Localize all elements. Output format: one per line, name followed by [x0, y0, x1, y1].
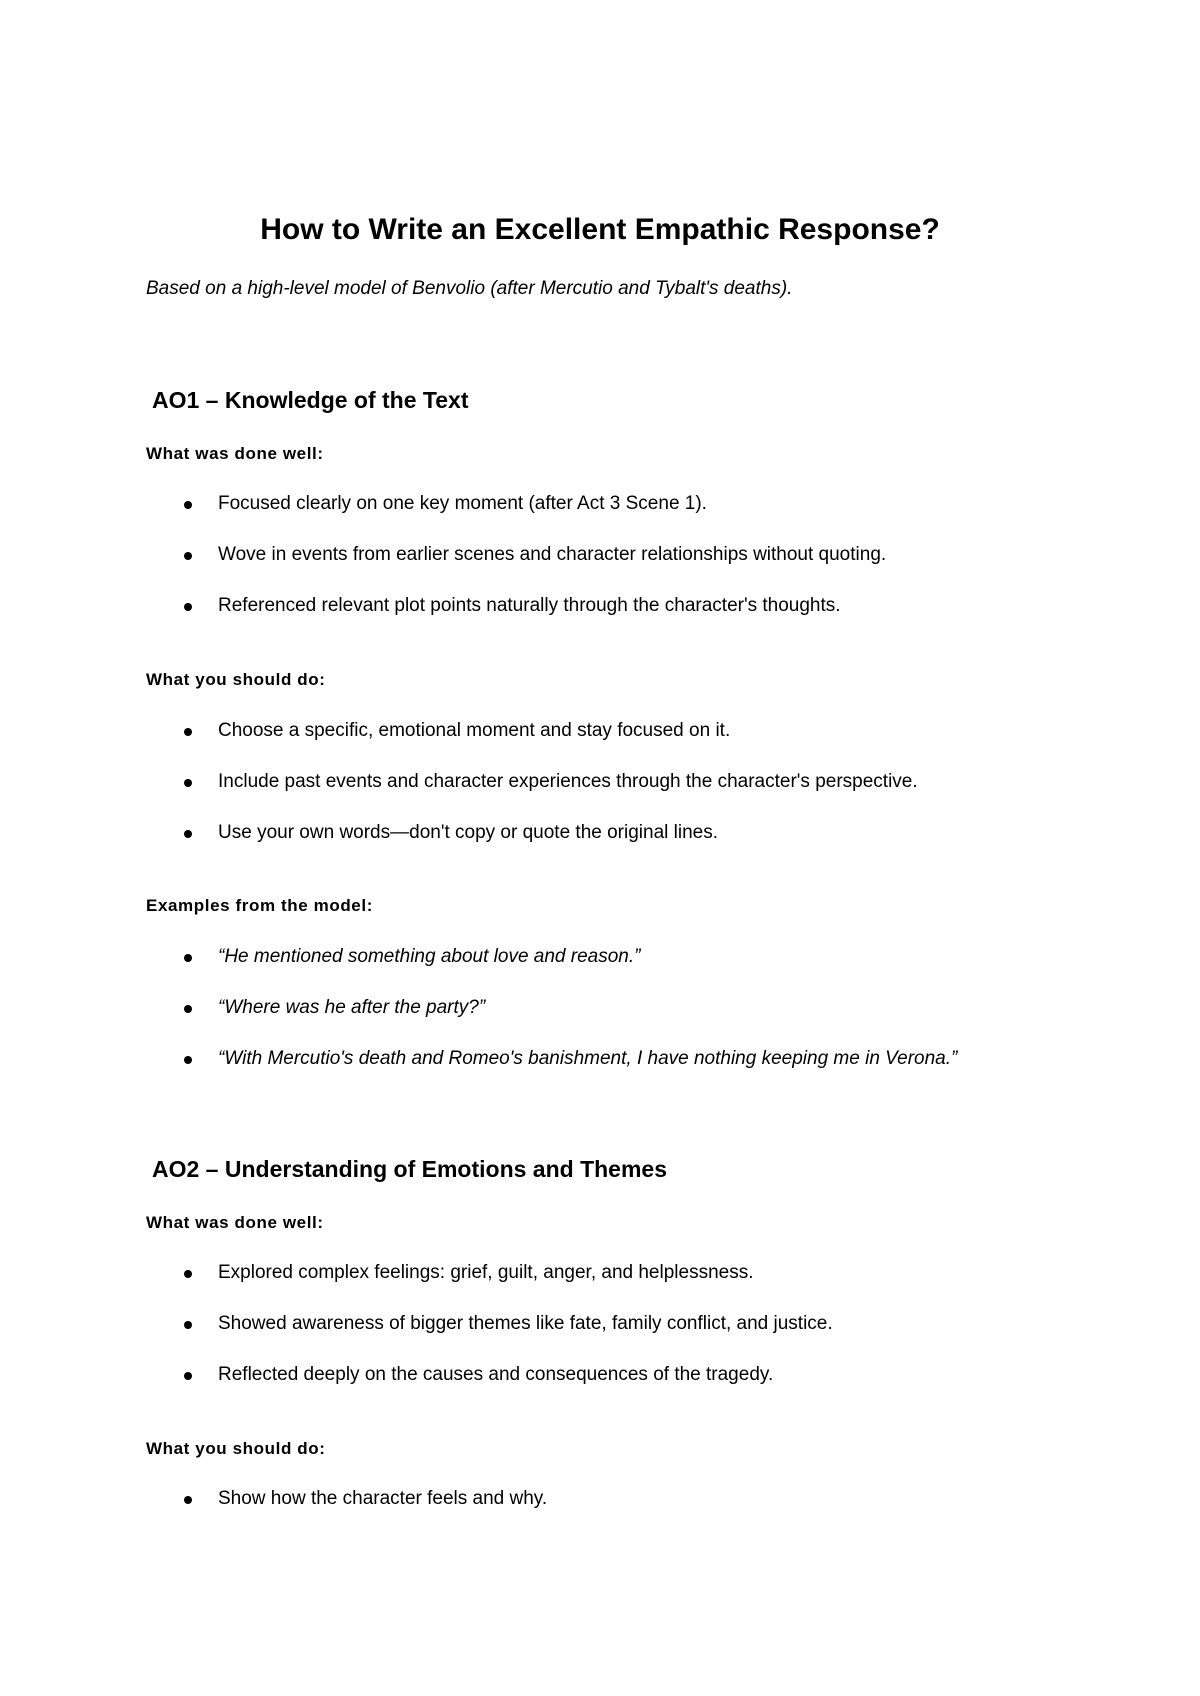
- bullet-icon: [184, 728, 192, 736]
- ao1-should-do-heading: What you should do:: [146, 670, 326, 689]
- list-item: Showed awareness of bigger themes like fate, family conflict, and justice.: [182, 1311, 1082, 1337]
- bullet-icon: [184, 1496, 192, 1504]
- list-item: Wove in events from earlier scenes and character relationships without quoting.: [182, 542, 1082, 568]
- bullet-icon: [184, 830, 192, 838]
- ao1-done-well-heading: What was done well:: [146, 444, 324, 463]
- bullet-icon: [184, 1270, 192, 1278]
- ao1-should-do-list: [182, 718, 1082, 871]
- list-item: Focused clearly on one key moment (after Act 3 Scene 1).: [182, 491, 1082, 517]
- list-item: Choose a specific, emotional moment and stay focused on it.: [182, 718, 1082, 744]
- list-item: Reflected deeply on the causes and consequences of the tragedy.: [182, 1362, 1082, 1388]
- bullet-icon: [184, 1321, 192, 1329]
- ao1-heading: AO1 – Knowledge of the Text: [152, 387, 469, 413]
- bullet-icon: [184, 603, 192, 611]
- ao2-should-do-heading: What you should do:: [146, 1439, 326, 1458]
- list-item: Show how the character feels and why.: [182, 1486, 1082, 1512]
- ao2-done-well-heading: What was done well:: [146, 1213, 324, 1232]
- bullet-icon: [184, 1372, 192, 1380]
- bullet-icon: [184, 779, 192, 787]
- list-item: “He mentioned something about love and reason.”: [182, 944, 1022, 970]
- ao1-done-well-list: [182, 491, 1082, 644]
- list-item: Explored complex feelings: grief, guilt, anger, and helplessness.: [182, 1260, 1082, 1286]
- bullet-icon: [184, 954, 192, 962]
- list-item: Referenced relevant plot points naturally through the character's thoughts.: [182, 593, 1082, 619]
- document-title: How to Write an Excellent Empathic Response?: [260, 213, 940, 246]
- ao1-examples-list: [182, 944, 1022, 1097]
- list-item: Include past events and character experiences through the character's perspective.: [182, 769, 1082, 795]
- document-subtitle: Based on a high-level model of Benvolio (after Mercutio and Tybalt's deaths).: [146, 278, 793, 299]
- list-item: Use your own words—don't copy or quote the original lines.: [182, 820, 1082, 846]
- ao2-done-well-list: [182, 1260, 1082, 1413]
- bullet-icon: [184, 1005, 192, 1013]
- list-item: “With Mercutio's death and Romeo's banishment, I have nothing keeping me in Verona.”: [182, 1046, 1022, 1072]
- ao1-examples-heading: Examples from the model:: [146, 896, 373, 915]
- bullet-icon: [184, 501, 192, 509]
- bullet-icon: [184, 1056, 192, 1064]
- bullet-icon: [184, 552, 192, 560]
- ao2-should-do-list: [182, 1486, 1082, 1537]
- list-item: “Where was he after the party?”: [182, 995, 1022, 1021]
- ao2-heading: AO2 – Understanding of Emotions and Themes: [152, 1156, 668, 1182]
